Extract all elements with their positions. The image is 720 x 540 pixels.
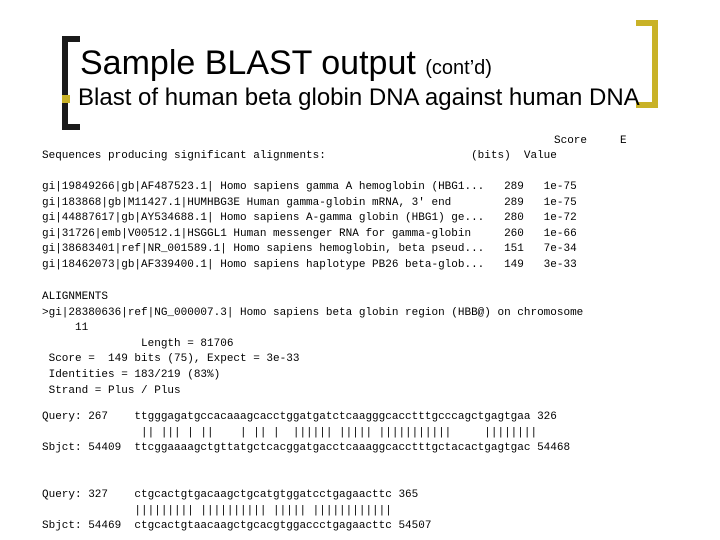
blast-header-row: Sequences producing significant alignments: (bits) Value: [42, 150, 557, 162]
alignment-identities: Identities = 183/219 (83%): [42, 368, 221, 381]
hit-row: gi|183868|gb|M11427.1|HUMHBG3E Human gamma-globin mRNA, 3' end 289 1e-75: [42, 196, 577, 209]
blast-header-score: Score E: [554, 135, 627, 147]
hit-row: gi|19849266|gb|AF487523.1| Homo sapiens gamma A hemoglobin (HBG1... 289 1e-75: [42, 181, 577, 193]
sbjct-line: Sbjct: 54469 ctgcactgtaacaagctgcacgtggaccctgagaacttc 54507: [42, 520, 432, 533]
alignments-header: ALIGNMENTS: [42, 291, 109, 303]
hit-row: gi|38683401|ref|NR_001589.1| Homo sapiens hemoglobin, beta pseud... 151 7e-34: [42, 243, 577, 256]
bullet-text: Blast of human beta globin DNA against human DNA: [78, 84, 640, 111]
alignment-score: Score = 149 bits (75), Expect = 3e-33: [42, 353, 300, 366]
right-bracket-top: [636, 20, 658, 26]
alignment-strand: Strand = Plus / Plus: [42, 384, 181, 397]
left-bracket-bottom: [62, 124, 80, 130]
slide-bullet: [62, 84, 640, 112]
hit-row: gi|18462073|gb|AF339400.1| Homo sapiens haplotype PB26 beta-glob... 149 3e-33: [42, 258, 577, 271]
alignment-title-cont: 11: [42, 322, 89, 335]
match-line: || ||| | || | || | |||||| ||||| ||||||||||| ||||||||: [42, 426, 538, 439]
alignment-length: Length = 81706: [42, 337, 234, 350]
slide-title: [80, 44, 492, 83]
alignment-title: >gi|28380636|ref|NG_000007.3| Homo sapiens beta globin region (HBB@) on chromosome: [42, 306, 584, 319]
slide-title-main: Sample BLAST output: [80, 44, 416, 82]
sbjct-line: Sbjct: 54409 ttcggaaaagctgttatgctcacggatgacctcaaaggcacctttgctacactgagtgac 54468: [42, 442, 571, 455]
hit-row: gi|31726|emb|V00512.1|HSGGL1 Human messenger RNA for gamma-globin 260 1e-66: [42, 227, 577, 240]
alignment-block-2: [42, 488, 431, 535]
slide-title-sub: (cont’d): [425, 57, 492, 79]
left-bracket-top: [62, 36, 80, 42]
match-line: ||||||||| |||||||||| ||||| ||||||||||||: [42, 504, 392, 517]
query-line: Query: 327 ctgcactgtgacaagctgcatgtggatcctgagaacttc 365: [42, 489, 419, 501]
query-line: Query: 267 ttgggagatgccacaaagcacctggatgatctcaagggcacctttgcccagctgagtgaa 326: [42, 411, 557, 423]
hit-row: gi|44887617|gb|AY534688.1| Homo sapiens A-gamma globin (HBG1) ge... 280 1e-72: [42, 212, 577, 225]
hit-list: [42, 180, 577, 274]
alignment-section: [42, 290, 583, 399]
bullet-icon: [62, 95, 70, 103]
right-bracket-vertical: [652, 20, 658, 108]
alignment-block-1: [42, 410, 570, 457]
left-bracket-vertical: [62, 36, 68, 130]
